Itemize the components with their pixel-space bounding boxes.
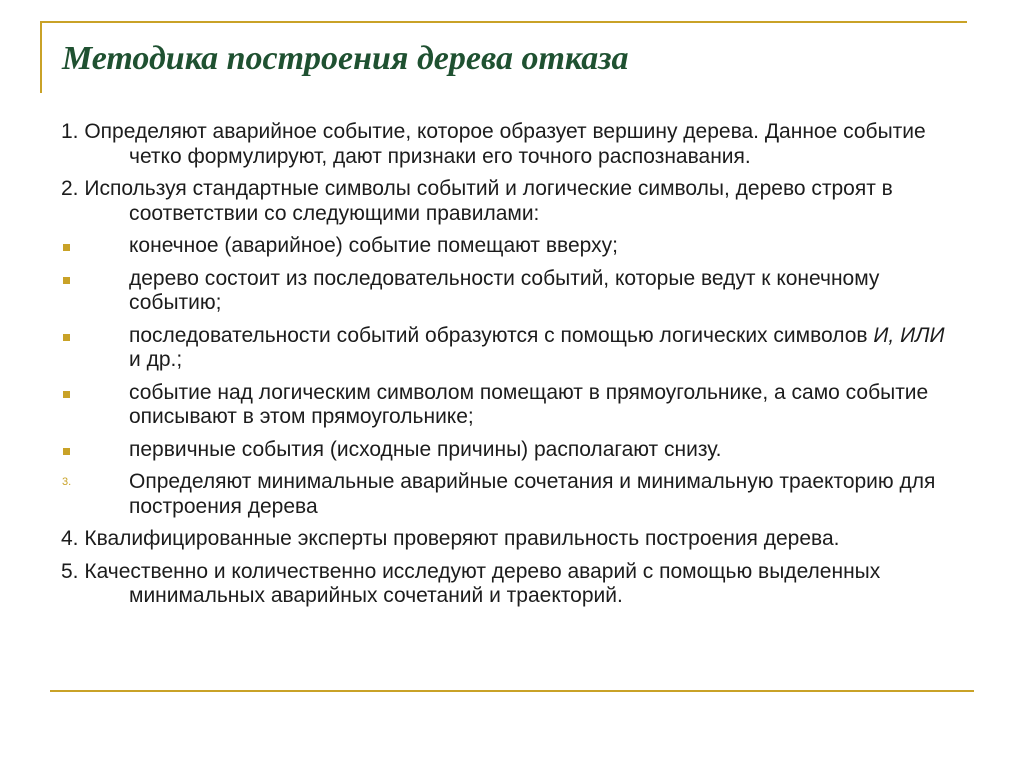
- bullet-item-text-after: и др.;: [129, 348, 183, 371]
- step-2: 2. Используя стандартные символы событий и логические символы, дерево строят в соответствии со следующими правилами:: [61, 177, 893, 225]
- slide-content: [61, 120, 961, 617]
- bullet-item-text: событие над логическим символом помещают в прямоугольнике, а само событие описывают в этом прямоугольнике;: [129, 380, 929, 428]
- bullet-item-text: дерево состоит из последовательности событий, которые ведут к конечному событию;: [129, 266, 880, 314]
- step-3-text: Определяют минимальные аварийные сочетания и минимальную траекторию для построения дерева: [129, 470, 936, 518]
- top-divider: [40, 21, 967, 23]
- bullet-square-icon: [63, 391, 70, 398]
- bullet-item-5: [61, 438, 961, 463]
- bullet-item-text: первичные события (исходные причины) располагают снизу.: [129, 437, 722, 461]
- step-3: [61, 470, 961, 519]
- bullet-item-4: [61, 381, 961, 430]
- step-5: 5. Качественно и количественно исследуют дерево аварий с помощью выделенных минимальных аварийных сочетаний и траекторий.: [61, 559, 881, 607]
- bullet-item-text-italic: И, ИЛИ: [873, 323, 945, 347]
- bullet-item-text: конечное (аварийное) событие помещают вверху;: [129, 234, 618, 257]
- bullet-square-icon: [63, 334, 70, 341]
- bullet-square-icon: [63, 448, 70, 455]
- bullet-square-icon: [63, 244, 70, 251]
- bullet-item-text-before: последовательности событий образуются с помощью логических символов: [129, 323, 874, 347]
- bullet-item-1: [61, 234, 961, 259]
- bottom-divider: [50, 690, 974, 692]
- step-4: 4. Квалифицированные эксперты проверяют правильность построения дерева.: [61, 527, 840, 550]
- step-3-marker: 3.: [62, 476, 72, 488]
- slide-title: Методика построения дерева отказа: [62, 40, 629, 77]
- bullet-item-2: [61, 267, 961, 316]
- step-1: 1. Определяют аварийное событие, которое образует вершину дерева. Данное событие четко формулируют, дают признаки его точного распознавания.: [61, 120, 926, 168]
- bullet-item-3: [61, 324, 961, 373]
- bullet-square-icon: [63, 277, 70, 284]
- left-divider: [40, 21, 42, 93]
